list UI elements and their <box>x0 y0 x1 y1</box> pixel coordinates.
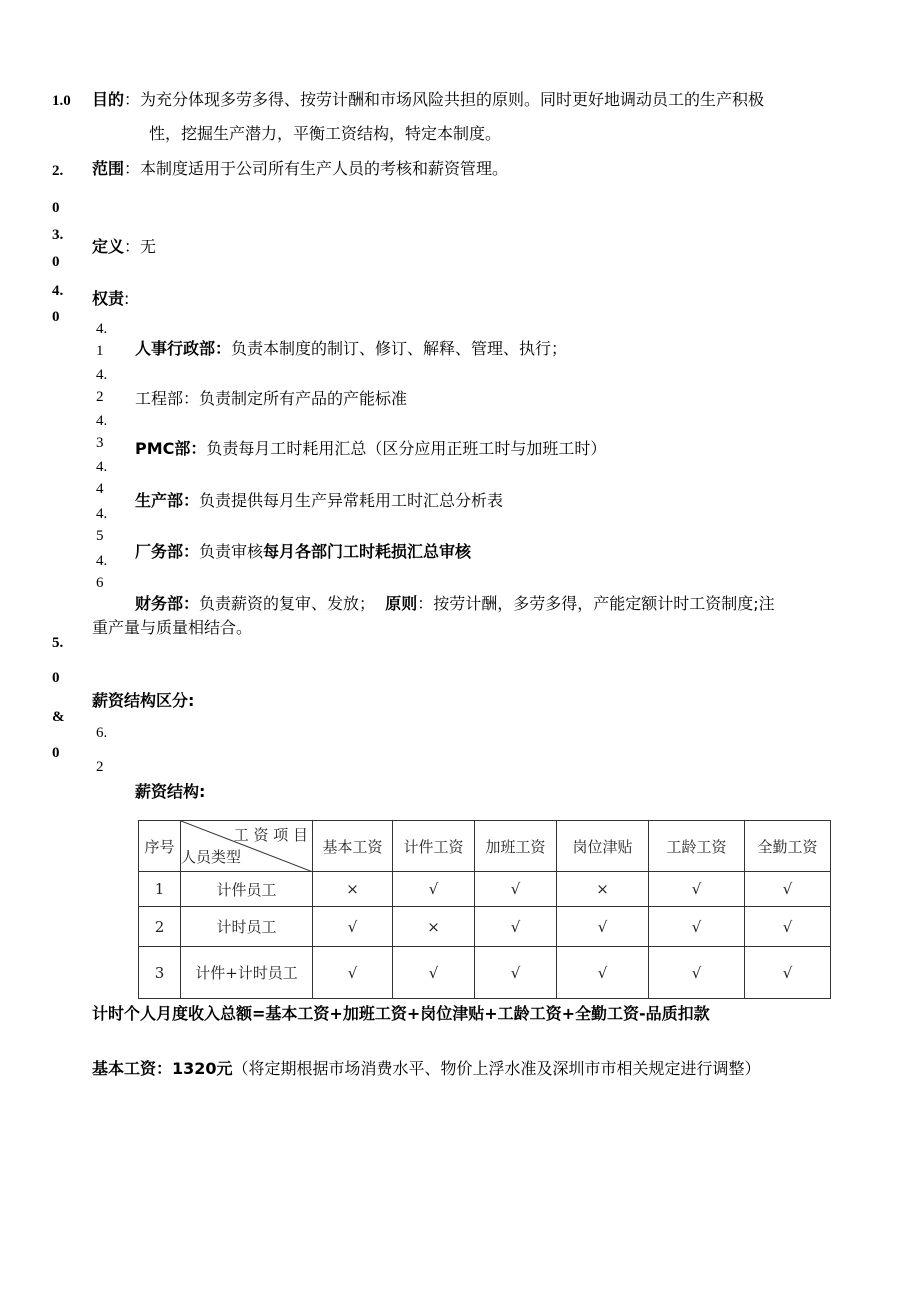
corner-header <box>181 821 313 872</box>
column-header: 全勤工资 <box>745 821 831 872</box>
table-row <box>139 907 831 947</box>
corner-bottom-label: 人员类型 <box>181 848 242 866</box>
cell-mark: √ <box>313 907 393 947</box>
row-seq: 1 <box>139 872 181 907</box>
purpose-text <box>92 87 764 110</box>
duty-factory: 厂务部：负责审核每月各部门工时耗损汇总审核 <box>135 542 472 561</box>
salary-structure-label: 薪资结构: <box>135 782 206 801</box>
section-number: 0 <box>52 670 60 686</box>
column-header: 基本工资 <box>313 821 393 872</box>
section-label: 目的 <box>92 90 125 109</box>
base-salary-note: （将定期根据市场消费水平、物价上浮水准及深圳市市相关规定进行调整） <box>232 1059 761 1078</box>
base-salary-label: 基本工资：1320元 <box>92 1059 233 1078</box>
column-header: 加班工资 <box>475 821 557 872</box>
corner-top-label: 工 资 项 目 <box>233 826 308 844</box>
section-number: 5. <box>52 635 64 651</box>
duty-engineering: 工程部：负责制定所有产品的产能标准 <box>135 389 408 408</box>
cell-mark: √ <box>557 907 649 947</box>
duty-number: 4. 6 <box>96 553 108 591</box>
section-number: 1.0 <box>52 93 71 109</box>
duty-number: 4. 1 <box>96 321 108 359</box>
salary-structure-heading: 薪资结构区分: <box>92 691 195 710</box>
column-header: 岗位津贴 <box>557 821 649 872</box>
cell-mark: √ <box>745 947 831 999</box>
subsection-number: 6. 2 <box>96 725 108 775</box>
section-number: 0 <box>52 254 60 270</box>
column-header: 工龄工资 <box>649 821 745 872</box>
cell-mark: √ <box>393 872 475 907</box>
cell-mark: × <box>313 872 393 907</box>
responsibility-heading <box>92 286 129 309</box>
duty-number: 4. 5 <box>96 506 108 544</box>
section-number: 0 <box>52 200 60 216</box>
scope-body: ：本制度适用于公司所有生产人员的考核和薪资管理。 <box>124 159 509 178</box>
base-salary <box>92 1056 761 1079</box>
section-label: 范围 <box>92 159 125 178</box>
duty-number: 4. 2 <box>96 367 108 405</box>
section-number: 0 <box>52 309 60 325</box>
duty-number: 4. 4 <box>96 459 108 497</box>
cell-mark: √ <box>475 872 557 907</box>
section-number: 0 <box>52 745 60 761</box>
table-row <box>139 947 831 999</box>
cell-mark: √ <box>745 907 831 947</box>
purpose-line2: 性，挖掘生产潜力，平衡工资结构，特定本制度。 <box>149 124 502 143</box>
cell-mark: × <box>557 872 649 907</box>
duty-finance: 财务部：负责薪资的复审、发放； 原则：按劳计酬，多劳多得，产能定额计时工资制度;注 <box>135 594 775 613</box>
salary-structure-table <box>138 820 831 999</box>
row-type: 计件员工 <box>181 872 313 907</box>
cell-mark: √ <box>557 947 649 999</box>
row-seq: 2 <box>139 907 181 947</box>
section-label: 定义 <box>92 237 125 256</box>
column-header: 计件工资 <box>393 821 475 872</box>
principle-continuation: 重产量与质量相结合。 <box>92 618 253 637</box>
colon: : <box>124 289 130 308</box>
section-number: & <box>52 709 65 725</box>
cell-mark: √ <box>745 872 831 907</box>
row-type: 计时员工 <box>181 907 313 947</box>
row-type: 计件+计时员工 <box>181 947 313 999</box>
duty-production: 生产部：负责提供每月生产异常耗用工时汇总分析表 <box>135 491 504 510</box>
cell-mark: √ <box>475 947 557 999</box>
cell-mark: √ <box>475 907 557 947</box>
income-formula: 计时个人月度收入总额=基本工资+加班工资+岗位津贴+工龄工资+全勤工资-品质扣款 <box>92 1004 710 1023</box>
scope-text <box>92 156 508 179</box>
row-seq: 3 <box>139 947 181 999</box>
cell-mark: √ <box>393 947 475 999</box>
duty-pmc: PMC部：负责每月工时耗用汇总（区分应用正班工时与加班工时） <box>135 439 607 458</box>
cell-mark: √ <box>313 947 393 999</box>
section-number: 4. <box>52 283 64 299</box>
duty-hr: 人事行政部：负责本制度的制订、修订、解释、管理、执行； <box>135 339 568 358</box>
cell-mark: √ <box>649 907 745 947</box>
cell-mark: √ <box>649 872 745 907</box>
seq-header: 序号 <box>139 821 181 872</box>
section-number: 3. <box>52 227 64 243</box>
section-label: 权责 <box>92 289 125 308</box>
purpose-line1: ：为充分体现多劳多得、按劳计酬和市场风险共担的原则。同时更好地调动员工的生产积极 <box>124 90 765 109</box>
duty-number: 4. 3 <box>96 413 108 451</box>
section-number: 2. <box>52 163 64 179</box>
definition-text <box>92 234 156 257</box>
cell-mark: √ <box>649 947 745 999</box>
cell-mark: × <box>393 907 475 947</box>
table-row <box>139 872 831 907</box>
table-header-row <box>139 821 831 872</box>
definition-body: ：无 <box>124 237 157 256</box>
